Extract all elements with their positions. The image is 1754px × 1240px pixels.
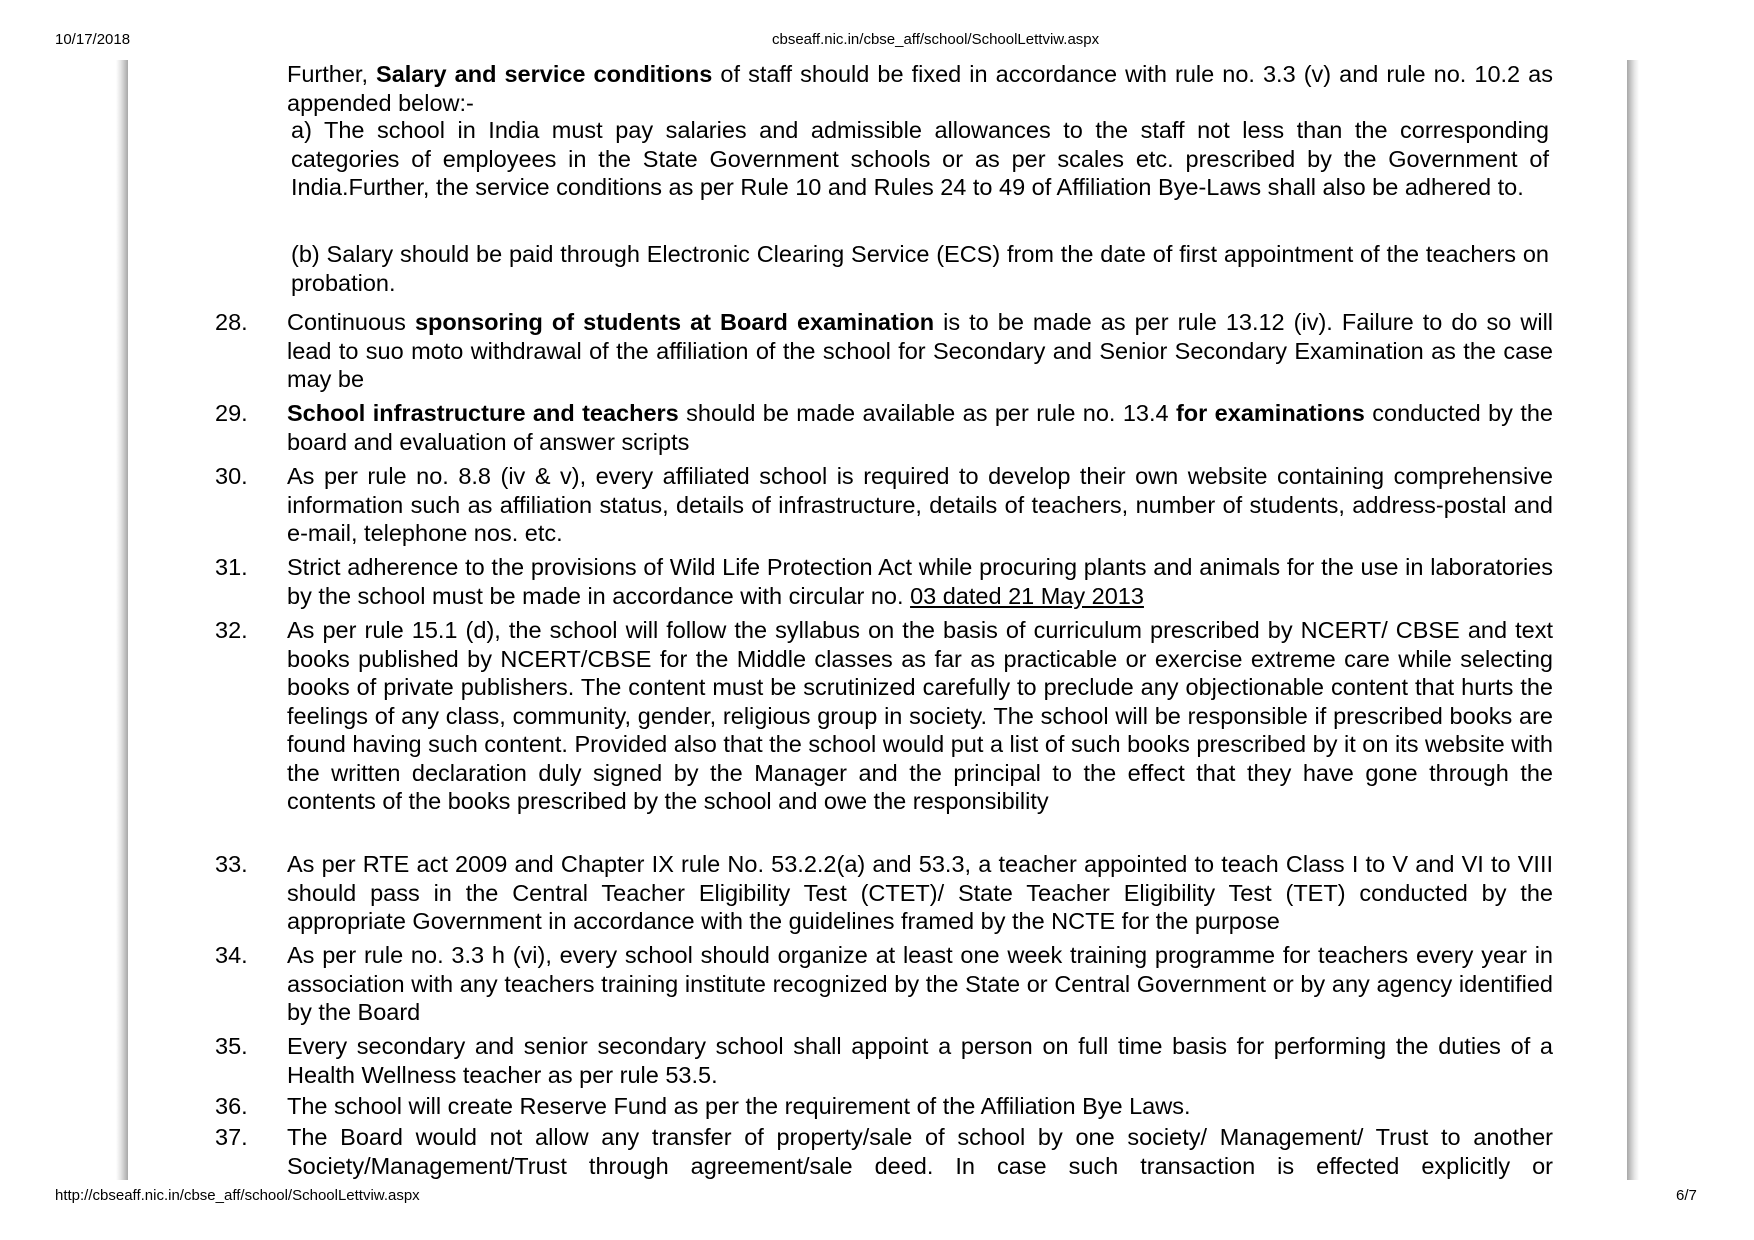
circular-link[interactable]: 03 dated 21 May 2013 [910, 582, 1144, 609]
item-text-part: should be made available as per rule no. 13.4 [678, 400, 1176, 426]
item-number: 32. [215, 617, 248, 643]
item-text [287, 553, 1553, 610]
item-number: 31. [215, 554, 248, 580]
intro-text-after: of staff should be fixed in accordance with rule no. 3.3 (v) and rule no. 10.2 as appended below:- [287, 61, 1553, 116]
item-number: 33. [215, 851, 248, 877]
item-number: 30. [215, 463, 248, 489]
item-number: 34. [215, 942, 248, 968]
item-text [287, 308, 1553, 394]
item-text: Every secondary and senior secondary school shall appoint a person on full time basis for performing the duties of a Health Wellness teacher as per rule 53.5. [287, 1033, 1553, 1088]
print-footer-page-number: 6/7 [1676, 1187, 1697, 1204]
page-left-edge-shadow [116, 60, 128, 1180]
page-right-edge-shadow [1627, 60, 1639, 1180]
print-header-date: 10/17/2018 [55, 31, 131, 48]
print-header-url: cbseaff.nic.in/cbse_aff/school/SchoolLettviw.aspx [772, 31, 1100, 48]
salary-conditions-intro [287, 60, 1553, 117]
intro-bold-salary: Salary and service conditions [376, 61, 713, 87]
item-number: 29. [215, 400, 248, 426]
item-text: The school will create Reserve Fund as per the requirement of the Affiliation Bye Laws. [287, 1093, 1191, 1119]
print-footer-url: http://cbseaff.nic.in/cbse_aff/school/SchoolLettviw.aspx [55, 1187, 420, 1204]
item-text: As per RTE act 2009 and Chapter IX rule No. 53.2.2(a) and 53.3, a teacher appointed to teach Class I to V and VI to VIII should pass in the Central Teacher Eligibility Test (CTET)/ State Teacher Eligibility Test (TET) conducted by the appropriate Government in accordance with the guidelines framed by the NCTE for the purpose [287, 851, 1553, 934]
item-bold-part: School infrastructure and teachers [287, 400, 679, 426]
document-viewport [128, 60, 1627, 1180]
item-number: 36. [215, 1093, 248, 1119]
item-text: The Board would not allow any transfer of property/sale of school by one society/ Management/ Trust to another Society/Management/Trust through agreement/sale deed. In case such transaction is effected explicitly or [287, 1124, 1553, 1179]
item-text-part: Strict adherence to the provisions of Wild Life Protection Act while procuring plants and animals for the use in laboratories by the school must be made in accordance with circular no. [287, 554, 1553, 609]
item-text-part: is to be made as per rule 13.12 (iv). Failure to do so will lead to suo moto withdrawal of the affiliation of the school for Secondary and Senior Secondary Examination as the case may be [287, 309, 1554, 392]
item-text: As per rule no. 8.8 (iv & v), every affiliated school is required to develop their own website containing comprehensive information such as affiliation status, details of infrastructure, details of teachers, number of students, address-postal and e-mail, telephone nos. etc. [287, 463, 1553, 546]
intro-text-before: Further, [287, 61, 377, 87]
item-text: As per rule 15.1 (d), the school will follow the syllabus on the basis of curriculum prescribed by NCERT/ CBSE and text books published by NCERT/CBSE for the Middle classes as far as practicable or exercise extreme care while selecting books of private publishers. The content must be scrutinized carefully to preclude any objectionable content that hurts the feelings of any class, community, gender, religious group in society. The school will be responsible if prescribed books are found having such content. Provided also that the school would put a list of such books prescribed by it on its website with the written declaration duly signed by the Manager and the principal to the effect that they have gone through the contents of the books prescribed by the school and owe the responsibility [287, 617, 1553, 814]
item-bold-part: for examinations [1175, 400, 1365, 426]
sub-item-b: (b) Salary should be paid through Electronic Clearing Service (ECS) from the date of first appointment of the teachers on probation. [291, 241, 1549, 296]
item-number: 28. [215, 309, 248, 335]
item-number: 35. [215, 1033, 248, 1059]
item-text [287, 399, 1553, 456]
item-bold-part: sponsoring of students at Board examination [414, 309, 935, 335]
item-text: As per rule no. 3.3 h (vi), every school should organize at least one week training programme for teachers every year in association with any teachers training institute recognized by the State or Central Government or by any agency identified by the Board [287, 942, 1553, 1025]
item-text-part: conducted by the board and evaluation of answer scripts [287, 400, 1553, 455]
item-number: 37. [215, 1124, 248, 1150]
sub-item-a: a) The school in India must pay salaries and admissible allowances to the staff not less than the corresponding categories of employees in the State Government schools or as per scales etc. prescribed by the Government of India.Further, the service conditions as per Rule 10 and Rules 24 to 49 of Affiliation Bye-Laws shall also be adhered to. [291, 117, 1549, 200]
item-text-part: Continuous [287, 309, 415, 335]
